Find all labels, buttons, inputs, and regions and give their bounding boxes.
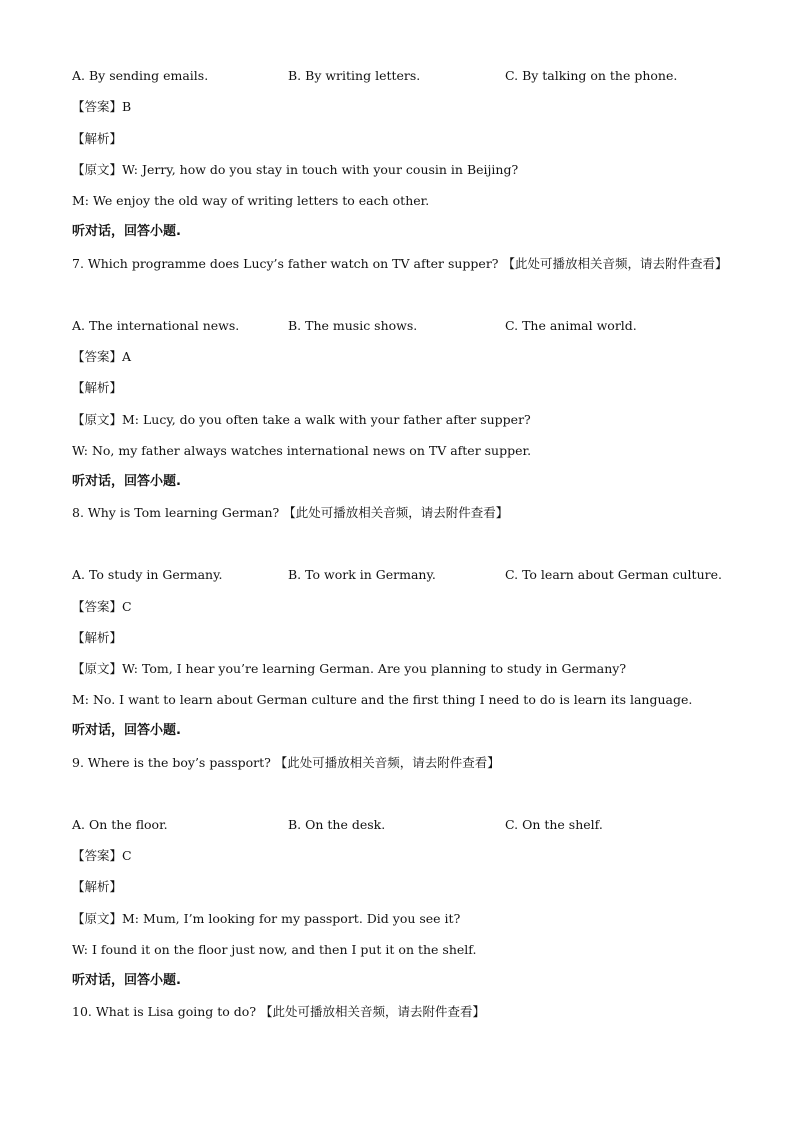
analysis-line: 【解析】 [72,380,123,395]
answer-line: 【答案】B [72,99,132,114]
answer-line: 【答案】C [72,599,132,614]
transcript-line-1: 【原文】M: Lucy, do you often take a walk with your father after supper? [72,412,531,427]
transcript-line-2: M: We enjoy the old way of writing letters to each other. [72,193,430,208]
transcript-line-1: 【原文】W: Jerry, how do you stay in touch with your cousin in Beijing? [72,162,519,177]
answer-line: 【答案】C [72,848,132,863]
option-b: B. To work in Germany. [288,567,436,582]
section-instruction: 听对话，回答小题. [72,224,181,239]
transcript-line-2: W: No, my father always watches international news on TV after supper. [72,443,532,458]
section-instruction: 听对话，回答小题. [72,973,181,988]
section-instruction: 听对话，回答小题. [72,474,181,489]
question-8: 8. Why is Tom learning German? 【此处可播放相关音频，请去附件查看】 [72,505,509,520]
section-instruction: 听对话，回答小题. [72,723,181,738]
option-b: B. On the desk. [288,817,386,832]
transcript-line-1: 【原文】W: Tom, I hear you’re learning German. Are you planning to study in Germany? [72,661,627,676]
analysis-line: 【解析】 [72,131,123,146]
question-9: 9. Where is the boy’s passport? 【此处可播放相关音频，请去附件查看】 [72,755,500,770]
option-b: B. The music shows. [288,318,418,333]
question-7: 7. Which programme does Lucy’s father watch on TV after supper? 【此处可播放相关音频，请去附件查看】 [72,256,728,271]
option-c: C. By talking on the phone. [505,68,678,83]
option-a: A. On the floor. [72,817,168,832]
option-c: C. The animal world. [505,318,637,333]
option-a: A. To study in Germany. [72,567,223,582]
analysis-line: 【解析】 [72,630,123,645]
option-b: B. By writing letters. [288,68,421,83]
option-c: C. To learn about German culture. [505,567,722,582]
transcript-line-2: W: I found it on the floor just now, and then I put it on the shelf. [72,942,477,957]
question-10: 10. What is Lisa going to do? 【此处可播放相关音频，请去附件查看】 [72,1004,486,1019]
transcript-line-1: 【原文】M: Mum, I’m looking for my passport. Did you see it? [72,911,461,926]
option-c: C. On the shelf. [505,817,603,832]
transcript-line-2: M: No. I want to learn about German culture and the first thing I need to do is learn its language. [72,692,693,707]
answer-line: 【答案】A [72,349,132,364]
option-a: A. By sending emails. [72,68,209,83]
option-a: A. The international news. [72,318,240,333]
analysis-line: 【解析】 [72,879,123,894]
